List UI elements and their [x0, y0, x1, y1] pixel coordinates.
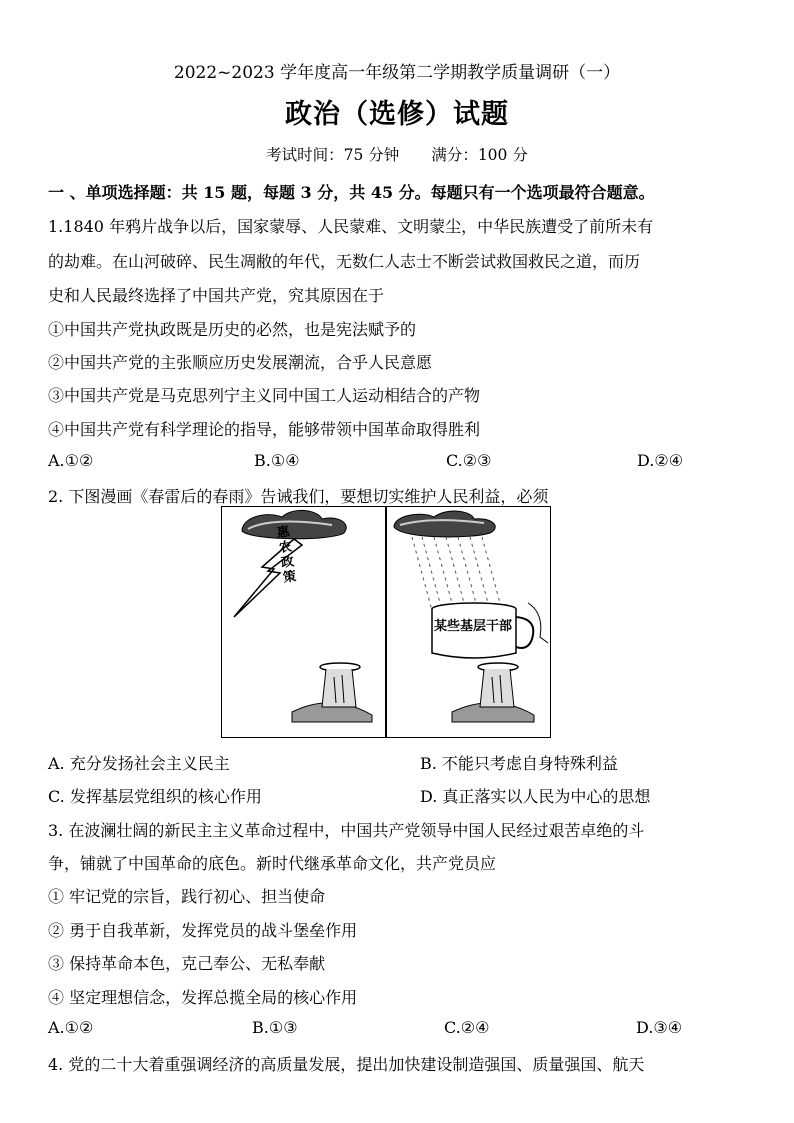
q3-statement-3: ③ 保持革命本色，克己奉公、无私奉献	[48, 954, 326, 973]
q3-stem-line1: 3. 在波澜壮阔的新民主主义革命过程中，中国共产党领导中国人民经过艰苦卓绝的斗	[48, 821, 645, 840]
q1-stem-line1: 1.1840 年鸦片战争以后，国家蒙辱、人民蒙难、文明蒙尘，中华民族遭受了前所未有	[48, 217, 654, 236]
q1-option-d: D.②④	[637, 451, 684, 470]
q3-option-b: B.①③	[252, 1018, 298, 1037]
q4-stem-line1: 4. 党的二十大着重强调经济的高质量发展，提出加快建设制造强国、质量强国、航天	[48, 1055, 645, 1074]
q2-stem: 2. 下图漫画《春雷后的春雨》告诫我们，要想切实维护人民利益，必须	[48, 487, 549, 506]
q1-stem-line3: 史和人民最终选择了中国共产党，究其原因在于	[48, 286, 385, 305]
section-heading: 一 、单项选择题：共 15 题，每题 3 分，共 45 分。每题只有一个选项最符合题意。	[48, 183, 655, 202]
q1-statement-1: ①中国共产党执政既是历史的必然，也是宪法赋予的	[48, 320, 417, 339]
q3-option-c: C.②④	[444, 1018, 490, 1037]
q1-option-a: A.①②	[48, 451, 94, 470]
q1-stem-line2: 的劫难。在山河破碎、民生凋敝的年代，无数仁人志士不断尝试救国救民之道，而历	[48, 252, 641, 271]
q1-option-b: B.①④	[254, 451, 300, 470]
exam-title: 政治（选修）试题	[285, 99, 509, 130]
q2-option-d: D. 真正落实以人民为中心的思想	[420, 787, 651, 806]
q1-statement-3: ③中国共产党是马克思列宁主义同中国工人运动相结合的产物	[48, 386, 481, 405]
q3-statement-4: ④ 坚定理想信念，发挥总揽全局的核心作用	[48, 988, 358, 1007]
exam-header-line: 2022~2023 学年度高一年级第二学期教学质量调研（一）	[173, 63, 621, 83]
exam-info	[0, 143, 794, 165]
full-score: 满分：100 分	[431, 146, 528, 164]
q3-statement-2: ② 勇于自我革新，发挥党员的战斗堡垒作用	[48, 921, 358, 940]
q2-option-a: A. 充分发扬社会主义民主	[48, 754, 230, 773]
cartoon-label-policy: 惠农政策	[275, 524, 298, 586]
q3-option-d: D.③④	[636, 1018, 683, 1037]
cartoon-spring-rain	[221, 506, 551, 738]
cartoon-label-cadres: 某些基层干部	[434, 619, 513, 634]
q3-stem-line2: 争，铺就了中国革命的底色。新时代继承革命文化，共产党员应	[48, 854, 497, 873]
q1-statement-2: ②中国共产党的主张顺应历史发展潮流，合乎人民意愿	[48, 353, 433, 372]
q2-option-c: C. 发挥基层党组织的核心作用	[48, 787, 262, 806]
q2-option-b: B. 不能只考虑自身特殊利益	[420, 754, 618, 773]
q3-option-a: A.①②	[48, 1018, 94, 1037]
q3-statement-1: ① 牢记党的宗旨，践行初心、担当使命	[48, 887, 326, 906]
q1-statement-4: ④中国共产党有科学理论的指导，能够带领中国革命取得胜利	[48, 420, 481, 439]
exam-time: 考试时间：75 分钟	[266, 146, 400, 164]
q1-option-c: C.②③	[446, 451, 492, 470]
